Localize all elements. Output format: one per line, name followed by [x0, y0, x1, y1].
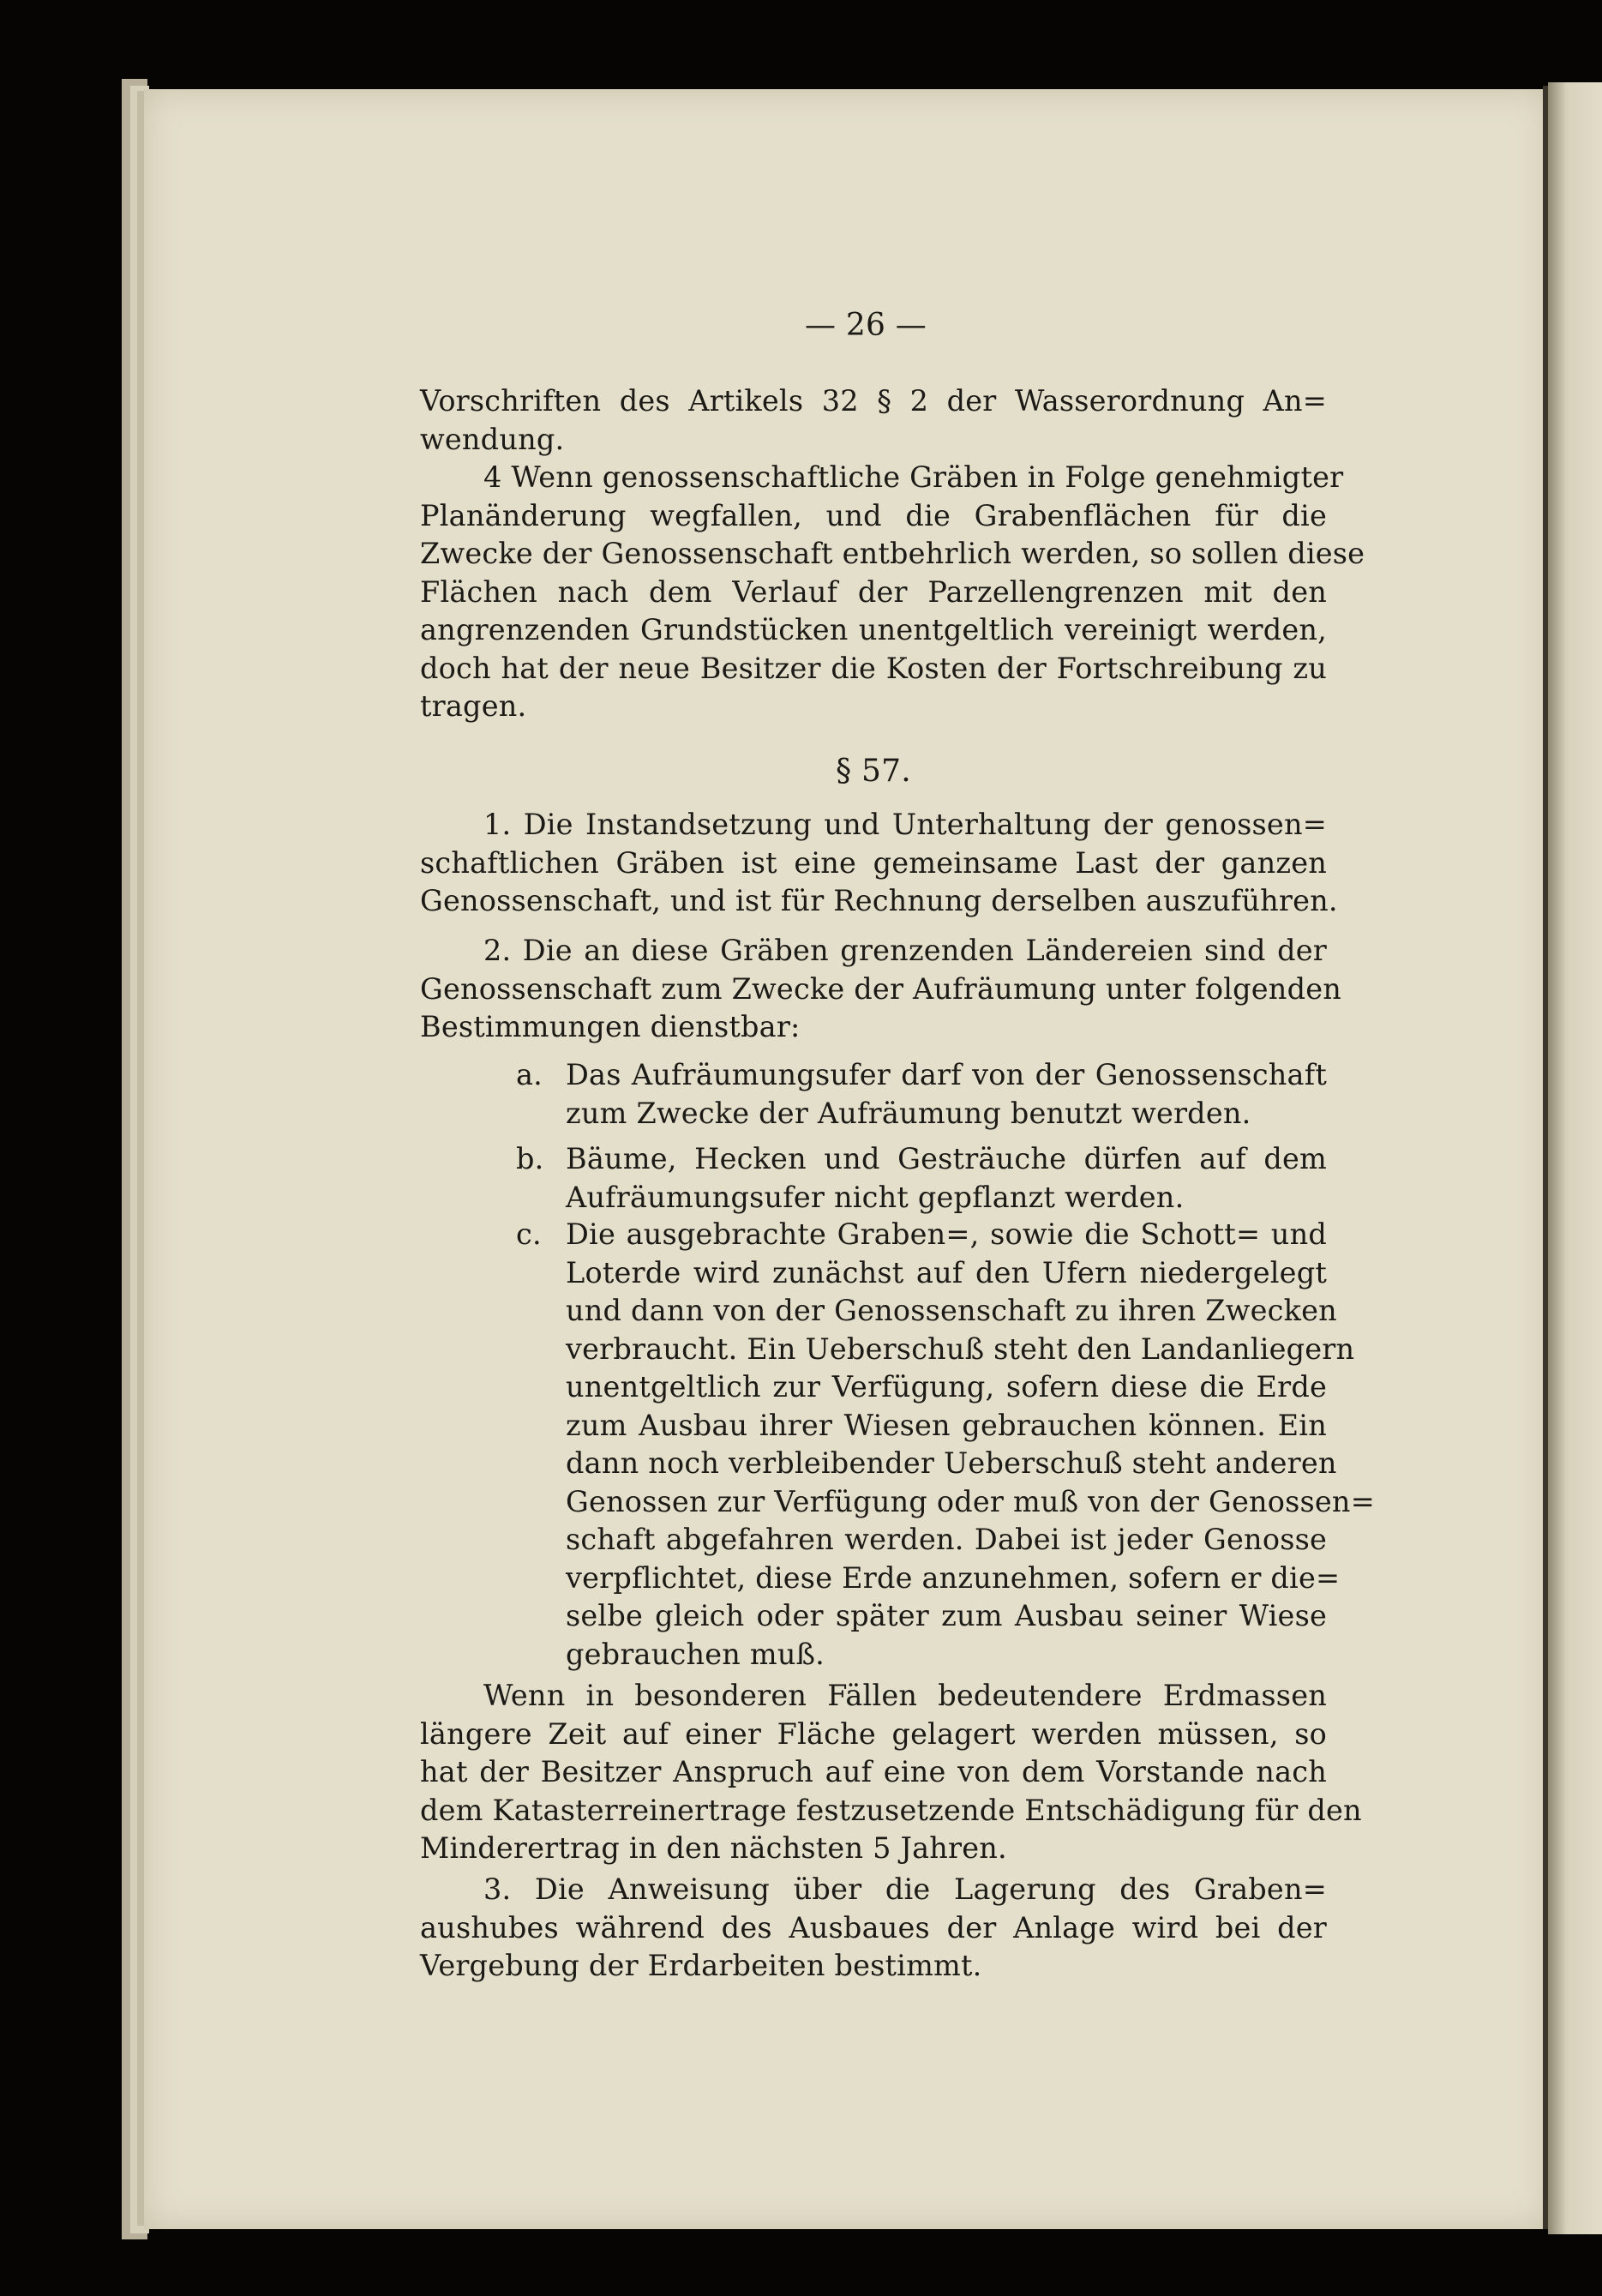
- paragraph-1: [420, 806, 1338, 921]
- text-line: 1. Die Instandsetzung und Unterhaltung der genossen=: [483, 808, 1327, 841]
- text-line: Vorschriften des Artikels 32 § 2 der Wasserordnung An=: [420, 384, 1327, 418]
- text-line: Genossen zur Verfügung oder muß von der Genossen=: [566, 1484, 1375, 1518]
- list-marker: c.: [516, 1217, 542, 1251]
- text-line: wendung.: [420, 422, 565, 456]
- text-line: dann noch verbleibender Ueberschuß steht anderen: [566, 1446, 1337, 1480]
- text-line: aushubes während des Ausbaues der Anlage wird bei der: [420, 1910, 1327, 1944]
- paragraph-2: [420, 932, 1342, 1047]
- list-item-body: [566, 1140, 1327, 1217]
- text-line: Bäume, Hecken und Gesträuche dürfen auf dem: [566, 1142, 1327, 1175]
- text-line: Flächen nach dem Verlauf der Parzellengrenzen mit den: [420, 574, 1327, 609]
- list-item-body: [566, 1056, 1327, 1133]
- paragraph-3: [420, 1871, 1327, 1986]
- list-marker: a.: [516, 1058, 543, 1091]
- page-number: — 26 —: [805, 308, 927, 343]
- text-line: Genossenschaft, und ist für Rechnung derselben auszuführen.: [420, 884, 1338, 917]
- text-line: Wenn in besonderen Fällen bedeutendere Erdmassen: [483, 1679, 1327, 1712]
- paragraph-4: [420, 459, 1365, 726]
- text-line: und dann von der Genossenschaft zu ihren Zwecken: [566, 1294, 1337, 1327]
- text-line: Aufräumungsufer nicht gepflanzt werden.: [566, 1180, 1185, 1214]
- text-line: Planänderung wegfallen, und die Grabenflächen für die: [420, 498, 1327, 532]
- text-line: angrenzenden Grundstücken unentgeltlich vereinigt werden,: [420, 613, 1327, 646]
- text-line: zum Zwecke der Aufräumung benutzt werden.: [566, 1096, 1251, 1130]
- paragraph-wenn: [420, 1677, 1362, 1868]
- text-line: Vergebung der Erdarbeiten bestimmt.: [420, 1949, 982, 1982]
- text-line: Genossenschaft zum Zwecke der Aufräumung unter folgenden: [420, 971, 1342, 1006]
- text-line: schaft abgefahren werden. Dabei ist jeder Genosse: [566, 1523, 1327, 1556]
- text-line: längere Zeit auf einer Fläche gelagert werden müssen, so: [420, 1716, 1327, 1751]
- text-line: 2. Die an diese Gräben grenzenden Ländereien sind der: [483, 934, 1327, 967]
- text-line: Das Aufräumungsufer darf von der Genossenschaft: [566, 1058, 1327, 1091]
- list-marker: b.: [516, 1142, 544, 1175]
- text-line: hat der Besitzer Anspruch auf eine von dem Vorstande nach: [420, 1755, 1327, 1788]
- text-line: selbe gleich oder später zum Ausbau seiner Wiese: [566, 1599, 1327, 1632]
- section-heading: § 57.: [836, 754, 911, 789]
- text-line: unentgeltlich zur Verfügung, sofern diese die Erde: [566, 1370, 1327, 1403]
- text-line: tragen.: [420, 689, 527, 723]
- list-item-body: [566, 1216, 1375, 1674]
- text-line: Minderertrag in den nächsten 5 Jahren.: [420, 1831, 1007, 1865]
- text-line: dem Katasterreinertrage festzusetzende Entschädigung für den: [420, 1793, 1362, 1827]
- text-line: gebrauchen muß.: [566, 1637, 825, 1671]
- text-line: verpflichtet, diese Erde anzunehmen, sofern er die=: [566, 1560, 1341, 1595]
- text-line: Bestimmungen dienstbar:: [420, 1010, 801, 1043]
- paragraph-intro: [420, 382, 1327, 459]
- facing-page-edge: [1548, 82, 1602, 2234]
- text-line: 3. Die Anweisung über die Lagerung des Graben=: [483, 1872, 1327, 1906]
- text-line: verbraucht. Ein Ueberschuß steht den Landanliegern: [566, 1331, 1355, 1366]
- text-line: doch hat der neue Besitzer die Kosten der Fortschreibung zu: [420, 651, 1327, 685]
- text-line: 4 Wenn genossenschaftliche Gräben in Folge genehmigter: [483, 460, 1344, 494]
- text-line: Loterde wird zunächst auf den Ufern niedergelegt: [566, 1255, 1327, 1289]
- text-line: zum Ausbau ihrer Wiesen gebrauchen können. Ein: [566, 1408, 1327, 1442]
- text-line: schaftlichen Gräben ist eine gemeinsame Last der ganzen: [420, 845, 1327, 880]
- text-line: Zwecke der Genossenschaft entbehrlich werden, so sollen diese: [420, 537, 1365, 570]
- text-line: Die ausgebrachte Graben=, sowie die Schott= und: [566, 1217, 1327, 1251]
